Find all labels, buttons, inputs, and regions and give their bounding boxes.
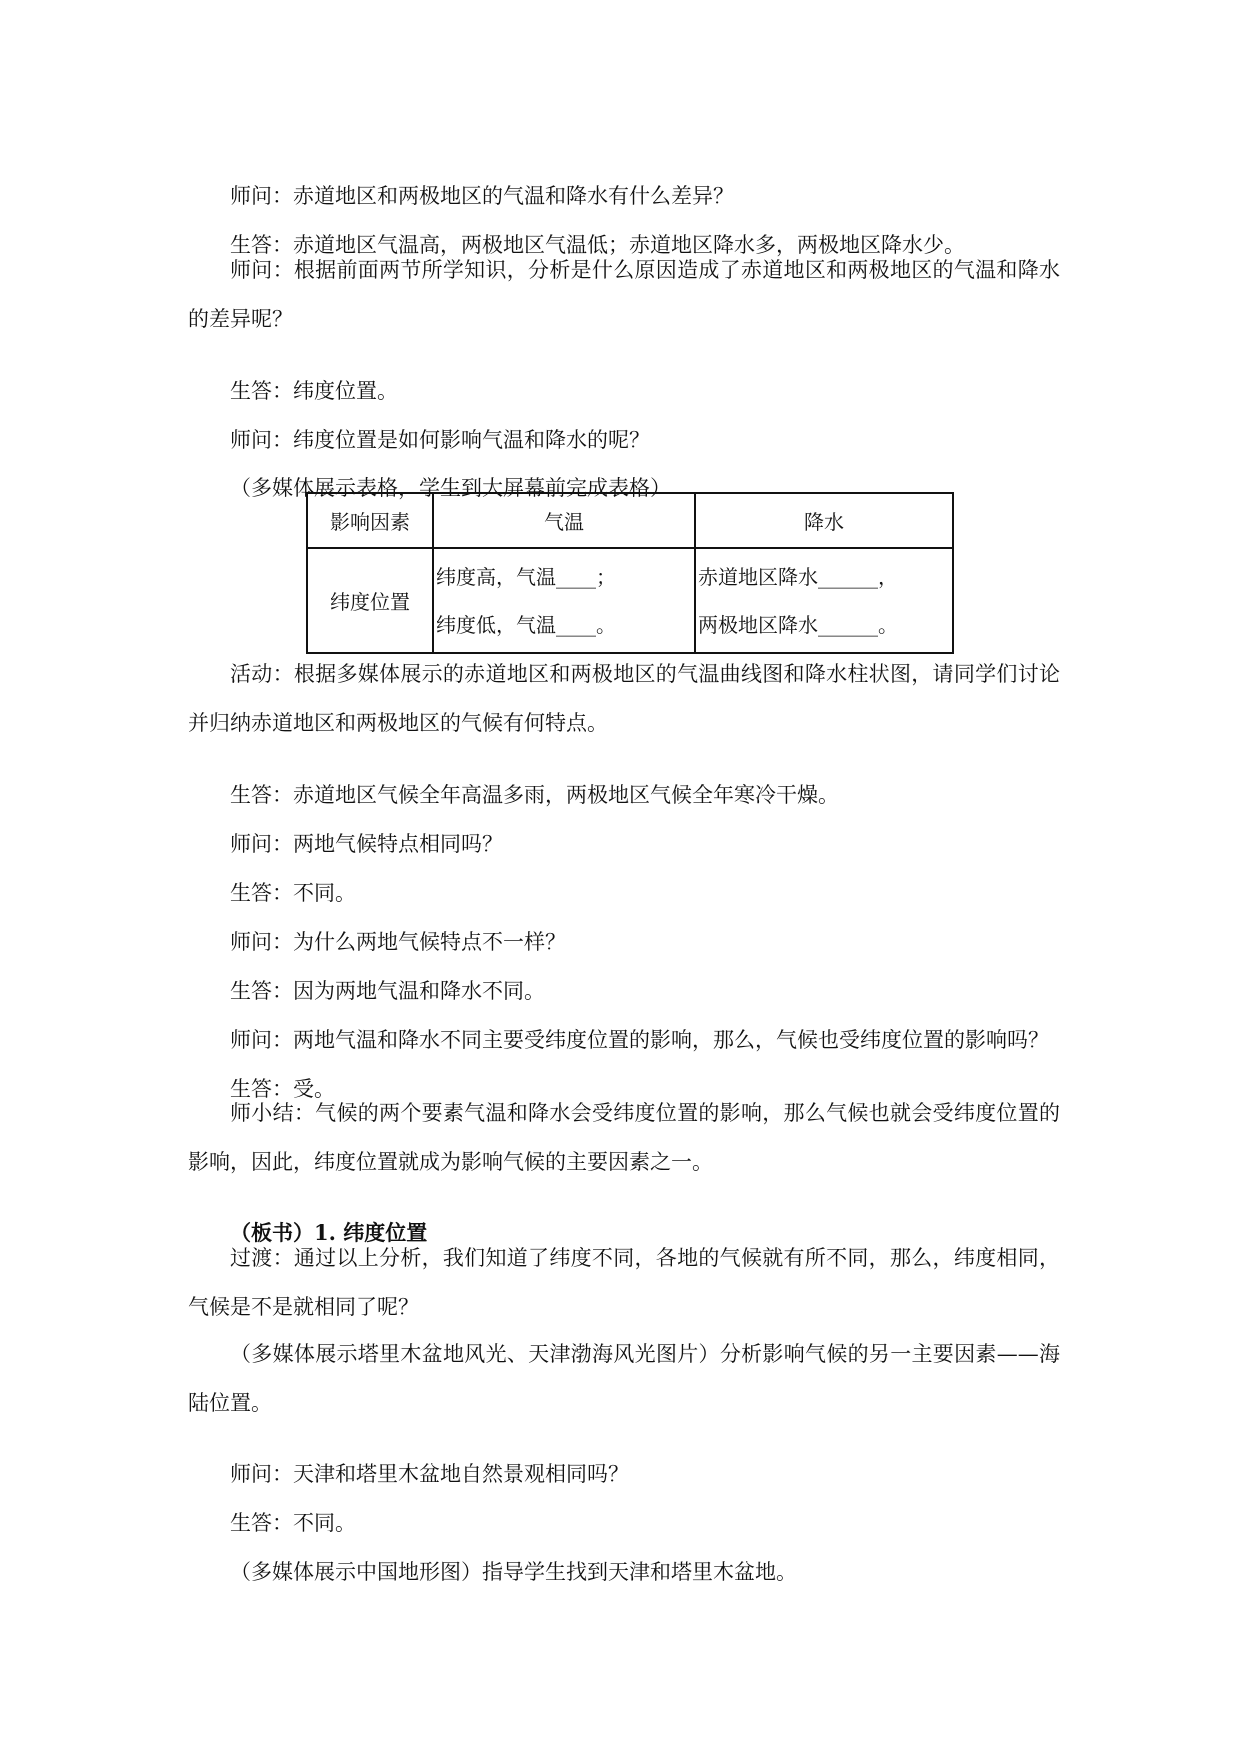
precipitation-blank-line: 赤道地区降水______，	[698, 564, 898, 589]
dialogue-line: 生答：赤道地区气温高，两极地区气温低；赤道地区降水多，两极地区降水少。	[230, 233, 965, 257]
row-label-latitude: 纬度位置	[307, 548, 433, 653]
dialogue-line: 师问：两地气温和降水不同主要受纬度位置的影响，那么，气候也受纬度位置的影响吗？	[230, 1028, 1049, 1052]
dialogue-line: 生答：因为两地气温和降水不同。	[230, 979, 545, 1003]
dialogue-line: 师问：为什么两地气候特点不一样？	[230, 930, 566, 954]
activity-note: （多媒体展示表格，学生到大屏幕前完成表格）	[230, 476, 671, 500]
summary-paragraph: 师小结：气候的两个要素气温和降水会受纬度位置的影响，那么气候也就会受纬度位置的影响，因此，纬度位置就成为影响气候的主要因素之一。	[188, 1101, 1060, 1174]
header-factor: 影响因素	[307, 493, 433, 548]
precipitation-cell	[695, 548, 953, 653]
header-temperature: 气温	[433, 493, 695, 548]
dialogue-line: 生答：不同。	[230, 881, 356, 905]
dialogue-paragraph: 师问：根据前面两节所学知识，分析是什么原因造成了赤道地区和两极地区的气温和降水的差异呢？	[188, 258, 1060, 331]
multimedia-paragraph: （多媒体展示塔里木盆地风光、天津渤海风光图片）分析影响气候的另一主要因素——海陆位置。	[188, 1342, 1060, 1415]
board-heading: （板书）1. 纬度位置	[230, 1220, 428, 1245]
precipitation-blank-line: 两极地区降水______。	[698, 612, 898, 637]
dialogue-line: 生答：受。	[230, 1077, 335, 1101]
dialogue-line: 师问：纬度位置是如何影响气温和降水的呢？	[230, 428, 650, 452]
table-header-row	[307, 493, 953, 548]
temperature-cell	[433, 548, 695, 653]
latitude-factor-table	[306, 492, 954, 654]
dialogue-line: 生答：赤道地区气候全年高温多雨，两极地区气候全年寒冷干燥。	[230, 783, 839, 807]
transition-paragraph: 过渡：通过以上分析，我们知道了纬度不同，各地的气候就有所不同，那么，纬度相同，气候是不是就相同了呢？	[188, 1246, 1060, 1319]
temperature-blank-line: 纬度高，气温____；	[436, 564, 616, 589]
header-precipitation: 降水	[695, 493, 953, 548]
table-row	[307, 548, 953, 653]
dialogue-line: 生答：纬度位置。	[230, 379, 398, 403]
activity-note: （多媒体展示中国地形图）指导学生找到天津和塔里木盆地。	[230, 1560, 797, 1584]
activity-paragraph: 活动：根据多媒体展示的赤道地区和两极地区的气温曲线图和降水柱状图，请同学们讨论并归纳赤道地区和两极地区的气候有何特点。	[188, 662, 1060, 735]
temperature-blank-line: 纬度低，气温____。	[436, 612, 616, 637]
dialogue-line: 师问：两地气候特点相同吗？	[230, 832, 503, 856]
dialogue-line: 师问：天津和塔里木盆地自然景观相同吗？	[230, 1462, 629, 1486]
dialogue-line: 生答：不同。	[230, 1511, 356, 1535]
dialogue-line: 师问：赤道地区和两极地区的气温和降水有什么差异？	[230, 184, 734, 208]
